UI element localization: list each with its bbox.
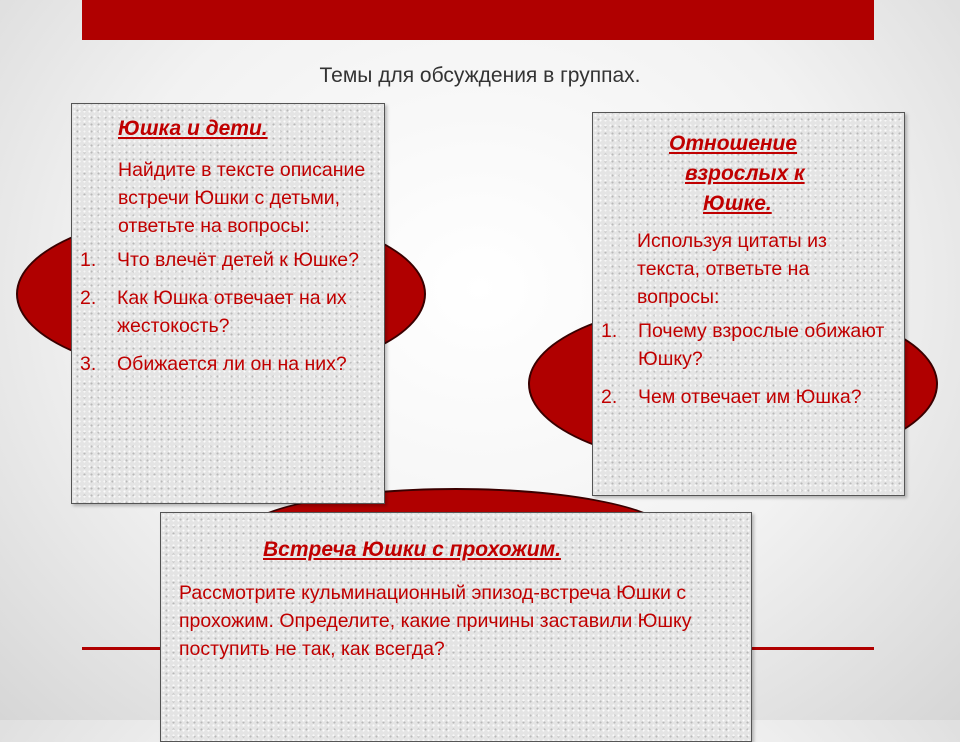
list-text: Что влечёт детей к Юшке? (117, 249, 359, 271)
slide-title: Темы для обсуждения в группах. (319, 64, 641, 87)
card-adults-heading-line2: взрослых к (685, 162, 805, 185)
bottom-accent-line-left (82, 647, 164, 650)
top-accent-bar (82, 0, 874, 40)
card-children-heading: Юшка и дети. (118, 117, 268, 140)
card-children-questions (72, 246, 372, 378)
card-adults-questions (593, 317, 894, 411)
card-passerby-heading: Встреча Юшки с прохожим. (263, 538, 561, 561)
card-passerby-text: Рассмотрите кульминационный эпизод-встреча Юшки с прохожим. Определите, какие причины заставили Юшку поступить не так, как всегда? (179, 582, 692, 660)
card-adults-intro: Используя цитаты из текста, ответьте на вопросы: (637, 230, 827, 308)
card-children-intro: Найдите в тексте описание встречи Юшки с детьми, ответьте на вопросы: (118, 159, 366, 237)
card-adults-heading-line1: Отношение (669, 132, 798, 155)
list-item (72, 284, 372, 340)
list-number: 2. (601, 386, 618, 408)
list-item (72, 246, 372, 274)
card-children (71, 103, 385, 504)
list-text: Обижается ли он на них? (117, 353, 347, 375)
list-item (593, 317, 894, 373)
list-number: 3. (80, 353, 97, 375)
bottom-accent-line-right (752, 647, 874, 650)
card-passerby (160, 512, 752, 742)
list-number: 2. (80, 287, 97, 309)
card-adults (592, 112, 905, 496)
list-text: Почему взрослые обижают Юшку? (638, 320, 885, 370)
list-text: Как Юшка отвечает на их жестокость? (117, 287, 347, 337)
list-item (72, 350, 372, 378)
list-number: 1. (80, 249, 97, 271)
list-number: 1. (601, 320, 618, 342)
card-adults-heading-line3: Юшке. (703, 192, 772, 215)
list-item (593, 383, 894, 411)
list-text: Чем отвечает им Юшка? (638, 386, 862, 408)
